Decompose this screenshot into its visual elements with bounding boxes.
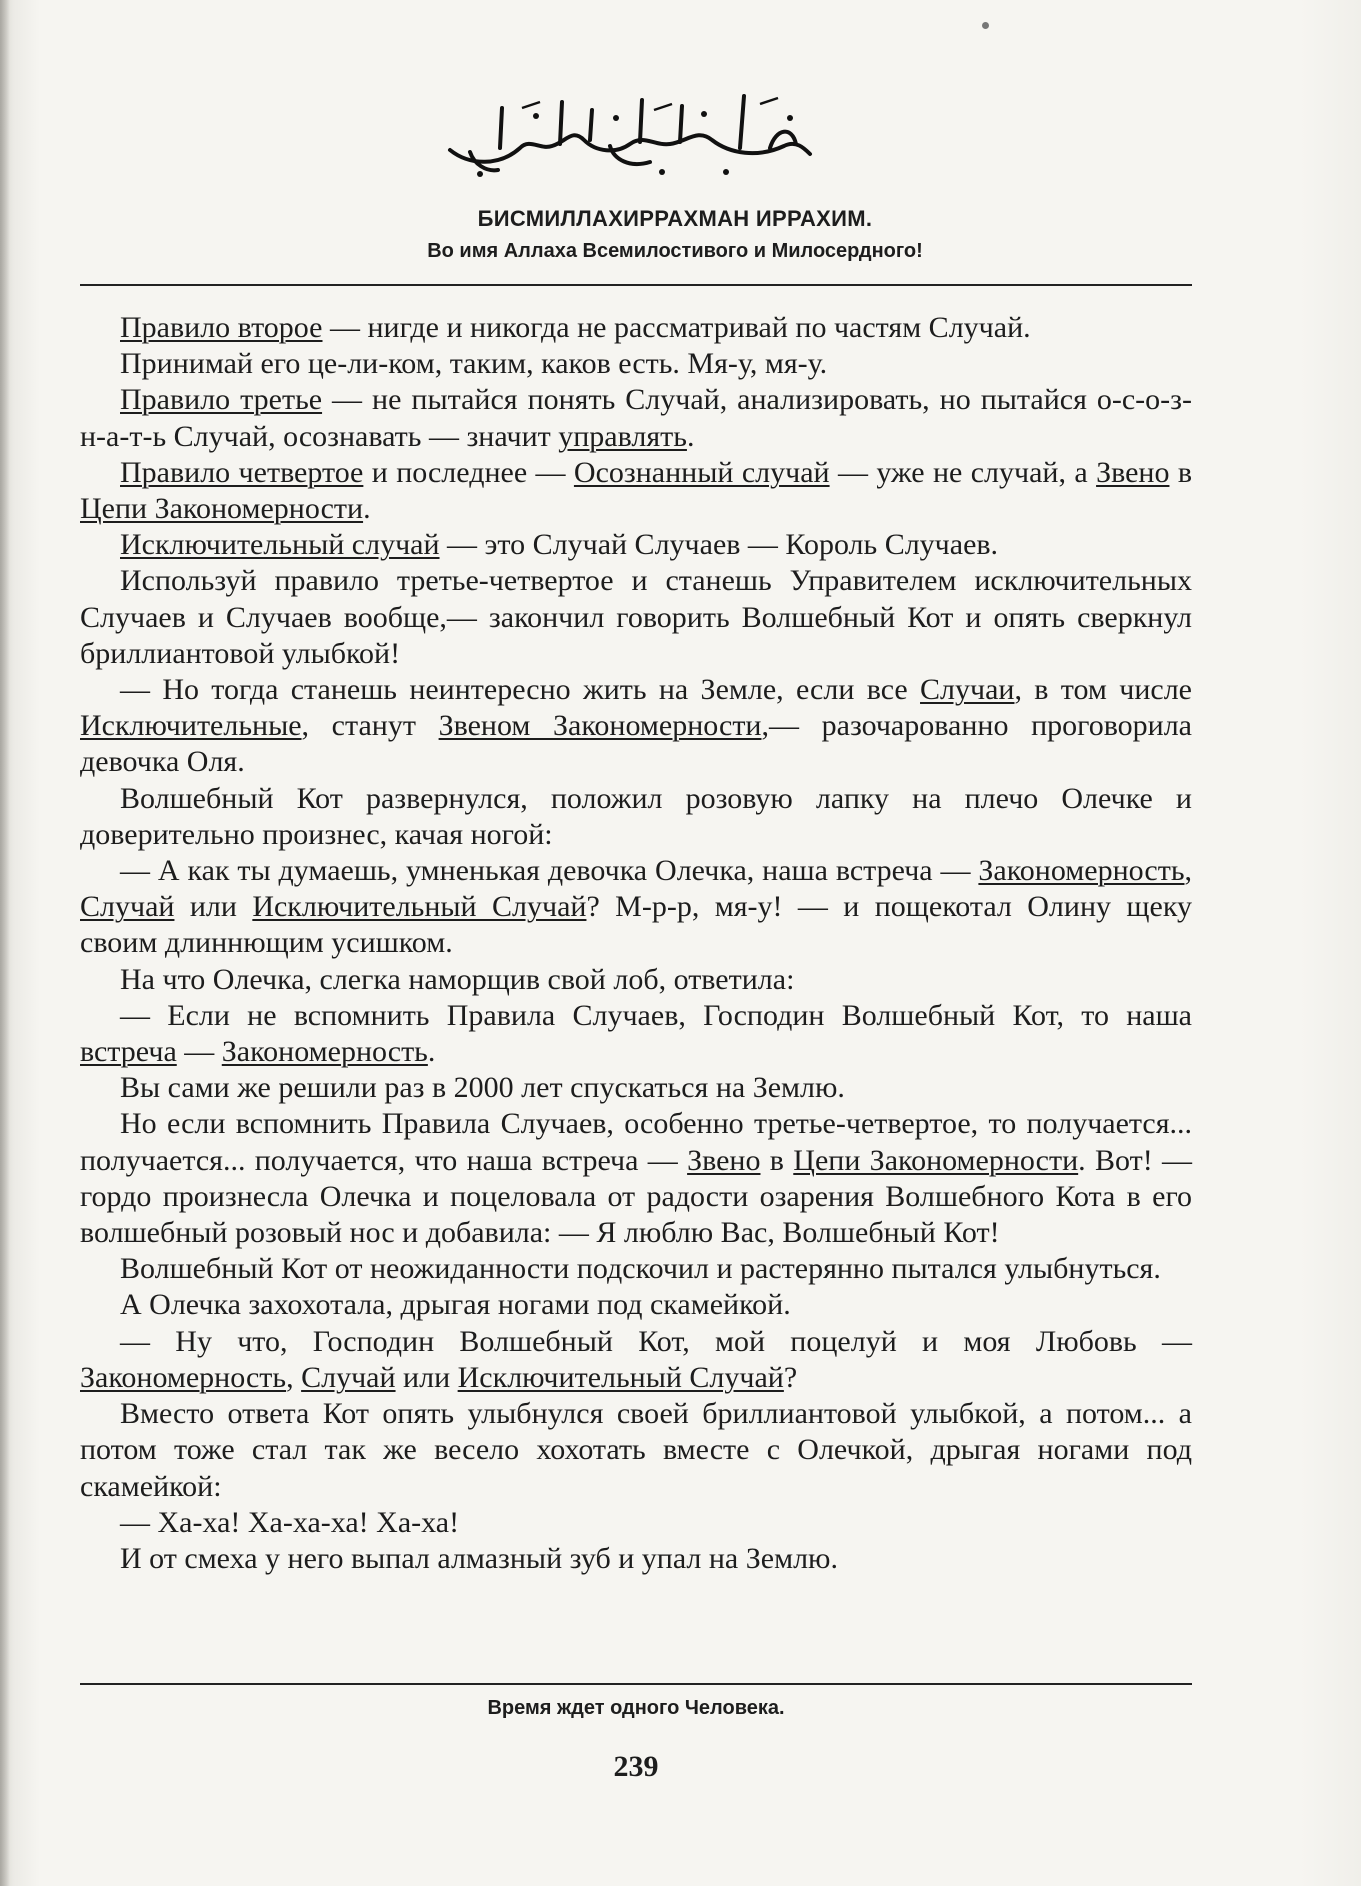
underlined-phrase: Звеном Закономерности	[438, 709, 762, 743]
underlined-phrase: Цепи Закономерности	[80, 492, 364, 526]
paragraph	[80, 962, 1192, 998]
text-run: .	[427, 1035, 436, 1069]
underlined-phrase: Звено	[1096, 455, 1170, 489]
paragraph	[80, 527, 1192, 563]
underlined-phrase: Закономерность	[221, 1035, 428, 1069]
footer-divider	[80, 1683, 1192, 1685]
underlined-phrase: Случай	[301, 1360, 396, 1394]
underlined-phrase: Исключительные	[80, 709, 302, 743]
text-run: ,	[286, 1360, 302, 1394]
paragraph	[80, 672, 1192, 781]
text-run: На что Олечка, слегка наморщив свой лоб, ответила:	[120, 962, 795, 996]
text-run: ?	[783, 1360, 798, 1394]
text-run: Используй правило третье-четвертое и станешь Управителем исключительных Случаев и Случаев вообще,— закончил говорить Волшебный Кот и опять сверкнул бриллиантовой улыбкой!	[80, 564, 1192, 670]
text-run: . Вот! — гордо произнесла Олечка и поцеловала от радости озарения Волшебного Кота в его волшебный розовый нос и добавила: — Я люблю Вас, Волшебный Кот!	[80, 1143, 1192, 1250]
text-run: — Но тогда станешь неинтересно жить на Земле, если все	[120, 673, 921, 707]
text-run: — не пытайся понять Случай, анализировать, но пытайся о-с-о-з-н-а-т-ь Случай, осознавать — значит	[80, 383, 1192, 453]
underlined-phrase: Закономерность	[80, 1360, 287, 1394]
underlined-phrase: Закономерность	[978, 854, 1185, 888]
text-run: или	[395, 1360, 458, 1394]
text-run: — Если не вспомнить Правила Случаев, Господин Волшебный Кот, то наша	[120, 998, 1192, 1032]
text-run: , в том числе	[1014, 673, 1192, 707]
text-run: — это Случай Случаев — Король Случаев.	[439, 528, 999, 562]
page-number: 239	[613, 1750, 659, 1783]
bismillah-calligraphy	[440, 88, 820, 183]
text-run: Волшебный Кот развернулся, положил розовую лапку на плечо Олечке и доверительно произнес, качая ногой:	[80, 781, 1192, 851]
text-run: , станут	[301, 709, 439, 743]
text-run: в	[760, 1143, 794, 1177]
paragraph	[80, 1287, 1192, 1323]
paragraph	[80, 1106, 1192, 1251]
header-divider	[80, 284, 1192, 286]
text-run: Вместо ответа Кот опять улыбнулся своей бриллиантовой улыбкой, а потом... а потом тоже стал так же весело хохотать вместе с Олечкой, дрыгая ногами под скамейкой:	[80, 1397, 1192, 1503]
text-run: Принимай его це-ли-ком, таким, каков есть. Мя-у, мя-у.	[120, 347, 828, 381]
text-run: —	[176, 1035, 222, 1069]
paragraph	[80, 1324, 1192, 1396]
text-run: — А как ты думаешь, умненькая девочка Олечка, наша встреча —	[120, 854, 979, 888]
underlined-phrase: встреча	[80, 1035, 177, 1069]
text-run: ,	[1184, 854, 1192, 888]
footer-text: Время ждет одного Человека.	[487, 1697, 785, 1719]
text-run: А Олечка захохотала, дрыгая ногами под скамейкой.	[120, 1288, 791, 1322]
text-run: Вы сами же решили раз в 2000 лет спускаться на Землю.	[120, 1071, 845, 1105]
underlined-phrase: Звено	[687, 1143, 761, 1177]
header-subtitle: Во имя Аллаха Всемилостивого и Милосердного!	[427, 240, 923, 262]
paragraph	[80, 346, 1192, 382]
underlined-phrase: Цепи Закономерности	[793, 1143, 1079, 1177]
underlined-phrase: Правило четвертое	[120, 455, 364, 489]
spine-shadow	[0, 0, 10, 1886]
ink-dot	[982, 22, 989, 29]
text-run: и последнее —	[363, 455, 574, 489]
text-run: Но если вспомнить Правила Случаев, особенно третье-четвертое, то получается... получается... получается, что наша встреча —	[80, 1107, 1192, 1177]
paragraph	[80, 563, 1192, 672]
paragraph	[80, 1505, 1192, 1541]
underlined-phrase: управлять	[558, 419, 687, 453]
underlined-phrase: Случай	[80, 890, 175, 924]
paragraph	[80, 382, 1192, 454]
text-run: И от смеха у него выпал алмазный зуб и упал на Землю.	[120, 1541, 838, 1575]
paragraph	[80, 1396, 1192, 1505]
underlined-phrase: Осознанный случай	[573, 455, 830, 489]
text-run: Волшебный Кот от неожиданности подскочил и растерянно пытался улыбнуться.	[120, 1252, 1161, 1286]
paragraph	[80, 1251, 1192, 1287]
text-run: — уже не случай, а	[829, 455, 1097, 489]
paragraph	[80, 853, 1192, 962]
text-run: .	[686, 419, 695, 453]
text-run: в	[1169, 455, 1193, 489]
text-run: ? М-р-р, мя-у! — и пощекотал Олину щеку своим длиннющим усишком.	[80, 890, 1192, 960]
paragraph	[80, 1070, 1192, 1106]
underlined-phrase: Исключительный случай	[120, 528, 440, 562]
text-run: .	[363, 492, 371, 526]
underlined-phrase: Исключительный Случай	[252, 890, 587, 924]
text-run: — Ха-ха! Ха-ха-ха! Ха-ха!	[120, 1505, 460, 1539]
paragraph	[80, 1541, 1192, 1577]
text-run: или	[174, 890, 253, 924]
text-run: — нигде и никогда не рассматривай по частям Случай.	[322, 311, 1031, 344]
body-text	[80, 310, 1192, 1577]
paragraph	[80, 455, 1192, 527]
underlined-phrase: Случаи	[920, 673, 1015, 707]
underlined-phrase: Правило второе	[120, 311, 323, 344]
paragraph	[80, 998, 1192, 1070]
text-run: ,— разочарованно проговорила девочка Оля.	[80, 709, 1192, 779]
underlined-phrase: Исключительный Случай	[457, 1360, 784, 1394]
text-run: — Ну что, Господин Волшебный Кот, мой поцелуй и моя Любовь —	[120, 1324, 1192, 1358]
underlined-phrase: Правило третье	[120, 383, 323, 417]
header-title: БИСМИЛЛАХИРРАХМАН ИРРАХИМ.	[477, 206, 873, 231]
paragraph	[80, 310, 1192, 346]
paragraph	[80, 781, 1192, 853]
